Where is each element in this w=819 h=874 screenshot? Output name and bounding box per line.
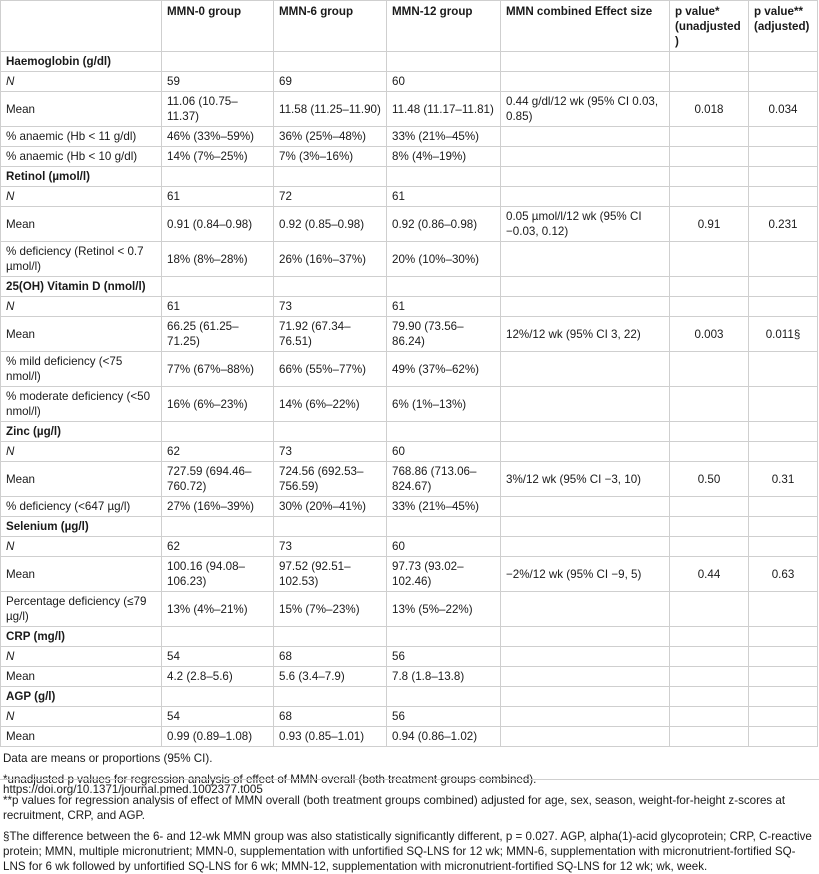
table-cell: 0.92 (0.85–0.98): [274, 207, 387, 242]
table-cell: 54: [162, 647, 274, 667]
empty-cell: [274, 422, 387, 442]
section-header-row: [1, 277, 818, 297]
empty-cell: [749, 517, 818, 537]
table-cell: [670, 647, 749, 667]
table-cell: 14% (7%–25%): [162, 147, 274, 167]
table-cell: [749, 647, 818, 667]
table-cell: [670, 497, 749, 517]
empty-cell: [162, 517, 274, 537]
table-cell: 49% (37%–62%): [387, 352, 501, 387]
table-cell: [501, 72, 670, 92]
table-cell: [670, 442, 749, 462]
empty-cell: [670, 627, 749, 647]
row-label: Mean: [1, 727, 162, 747]
table-cell: 0.231: [749, 207, 818, 242]
row-label: N: [1, 707, 162, 727]
row-label: N: [1, 442, 162, 462]
table-cell: 3%/12 wk (95% CI −3, 10): [501, 462, 670, 497]
header-cell-blank: [1, 1, 162, 52]
data-note: Data are means or proportions (95% CI).: [3, 752, 213, 765]
table-cell: 13% (4%–21%): [162, 592, 274, 627]
table-cell: [670, 667, 749, 687]
empty-cell: [387, 277, 501, 297]
empty-cell: [501, 167, 670, 187]
empty-cell: [387, 687, 501, 707]
table-row: [1, 727, 818, 747]
empty-cell: [387, 517, 501, 537]
header-row: [1, 1, 818, 52]
table-cell: [749, 442, 818, 462]
row-label: % anaemic (Hb < 11 g/dl): [1, 127, 162, 147]
table-cell: 0.91: [670, 207, 749, 242]
table-cell: [670, 242, 749, 277]
table-cell: 0.05 µmol/l/12 wk (95% CI −0.03, 0.12): [501, 207, 670, 242]
empty-cell: [274, 687, 387, 707]
empty-cell: [162, 687, 274, 707]
table-cell: [749, 352, 818, 387]
table-notes: [0, 747, 819, 874]
empty-cell: [670, 52, 749, 72]
section-title: Zinc (µg/l): [1, 422, 162, 442]
table-row: [1, 647, 818, 667]
table-cell: 100.16 (94.08–106.23): [162, 557, 274, 592]
empty-cell: [670, 277, 749, 297]
table-cell: 0.94 (0.86–1.02): [387, 727, 501, 747]
table-cell: 12%/12 wk (95% CI 3, 22): [501, 317, 670, 352]
table-row: [1, 557, 818, 592]
table-cell: [749, 727, 818, 747]
table-cell: 60: [387, 72, 501, 92]
table-cell: 73: [274, 442, 387, 462]
table-cell: [501, 127, 670, 147]
header-mmn6: MMN-6 group: [274, 1, 387, 52]
table-cell: 59: [162, 72, 274, 92]
row-label: Mean: [1, 207, 162, 242]
row-label: N: [1, 72, 162, 92]
table-cell: 0.99 (0.89–1.08): [162, 727, 274, 747]
empty-cell: [749, 627, 818, 647]
table-cell: [749, 147, 818, 167]
table-cell: 30% (20%–41%): [274, 497, 387, 517]
row-label: % mild deficiency (<75 nmol/l): [1, 352, 162, 387]
table-cell: 4.2 (2.8–5.6): [162, 667, 274, 687]
table-row: [1, 387, 818, 422]
table-cell: 8% (4%–19%): [387, 147, 501, 167]
table-cell: 0.018: [670, 92, 749, 127]
table-cell: [501, 592, 670, 627]
empty-cell: [749, 277, 818, 297]
table-cell: [749, 537, 818, 557]
table-cell: 724.56 (692.53–756.59): [274, 462, 387, 497]
section-title: Retinol (µmol/l): [1, 167, 162, 187]
empty-cell: [749, 167, 818, 187]
table-cell: 72: [274, 187, 387, 207]
table-cell: 62: [162, 537, 274, 557]
table-row: [1, 92, 818, 127]
table-cell: [749, 592, 818, 627]
table-row: [1, 707, 818, 727]
table-cell: 0.034: [749, 92, 818, 127]
table-cell: 0.93 (0.85–1.01): [274, 727, 387, 747]
footnote-section: §The difference between the 6- and 12-wk MMN group was also statistically significantly different, p = 0.027. AGP, alpha(1)-acid glycoprotein; CRP, C-reactive protein; MMN, multiple micronutrient; MMN-0, supplementation with unfortified SQ-LNS for 12 wk; MMN-6, supplementation with micronutrient-fortified SQ-LNS for 6 wk followed by unfortified SQ-LNS for 6 wk; MMN-12, supplementation with micronutrient-fortified SQ-LNS for 12 wk; wk, week.: [3, 830, 812, 873]
table-row: [1, 72, 818, 92]
table-cell: 6% (1%–13%): [387, 387, 501, 422]
table-cell: [501, 497, 670, 517]
table-cell: 62: [162, 442, 274, 462]
table-cell: −2%/12 wk (95% CI −9, 5): [501, 557, 670, 592]
section-header-row: [1, 517, 818, 537]
row-label: N: [1, 647, 162, 667]
table-row: [1, 297, 818, 317]
table-row: [1, 592, 818, 627]
table-cell: [670, 187, 749, 207]
row-label: N: [1, 537, 162, 557]
table-cell: [749, 497, 818, 517]
empty-cell: [501, 627, 670, 647]
table-cell: [670, 147, 749, 167]
row-label: Mean: [1, 317, 162, 352]
table-cell: [670, 72, 749, 92]
table-cell: 56: [387, 707, 501, 727]
table-cell: 16% (6%–23%): [162, 387, 274, 422]
table-cell: [670, 352, 749, 387]
section-header-row: [1, 627, 818, 647]
table-cell: 727.59 (694.46–760.72): [162, 462, 274, 497]
table-cell: [501, 537, 670, 557]
table-cell: 56: [387, 647, 501, 667]
empty-cell: [274, 167, 387, 187]
table-cell: 11.58 (11.25–11.90): [274, 92, 387, 127]
empty-cell: [387, 52, 501, 72]
table-row: [1, 462, 818, 497]
table-cell: 0.44 g/dl/12 wk (95% CI 0.03, 0.85): [501, 92, 670, 127]
header-effect-size: MMN combined Effect size: [501, 1, 670, 52]
table-cell: [501, 352, 670, 387]
section-title: CRP (mg/l): [1, 627, 162, 647]
table-body: [1, 52, 818, 747]
empty-cell: [501, 52, 670, 72]
row-label: Mean: [1, 92, 162, 127]
table-cell: 18% (8%–28%): [162, 242, 274, 277]
table-cell: 97.52 (92.51–102.53): [274, 557, 387, 592]
table-cell: [501, 647, 670, 667]
empty-cell: [670, 687, 749, 707]
empty-cell: [387, 167, 501, 187]
row-label: % deficiency (Retinol < 0.7 µmol/l): [1, 242, 162, 277]
table-cell: [501, 187, 670, 207]
table-cell: [670, 592, 749, 627]
table-cell: [749, 127, 818, 147]
empty-cell: [162, 422, 274, 442]
empty-cell: [162, 167, 274, 187]
table-cell: [501, 442, 670, 462]
table-cell: [749, 387, 818, 422]
empty-cell: [162, 52, 274, 72]
table-cell: 0.011§: [749, 317, 818, 352]
table-cell: [501, 387, 670, 422]
table-cell: [501, 707, 670, 727]
section-title: Selenium (µg/l): [1, 517, 162, 537]
row-label: Mean: [1, 462, 162, 497]
table-cell: 33% (21%–45%): [387, 127, 501, 147]
table-row: [1, 207, 818, 242]
table-cell: [749, 242, 818, 277]
table-cell: [501, 667, 670, 687]
table-row: [1, 497, 818, 517]
table-cell: [670, 387, 749, 422]
table-cell: 5.6 (3.4–7.9): [274, 667, 387, 687]
table-cell: [670, 727, 749, 747]
table-cell: [749, 667, 818, 687]
table-cell: [670, 127, 749, 147]
section-title: Haemoglobin (g/dl): [1, 52, 162, 72]
table-cell: 61: [387, 297, 501, 317]
table-cell: 60: [387, 537, 501, 557]
table-cell: 66% (55%–77%): [274, 352, 387, 387]
empty-cell: [670, 167, 749, 187]
table-cell: 61: [162, 297, 274, 317]
table-cell: 68: [274, 707, 387, 727]
empty-cell: [501, 277, 670, 297]
footnote-unadjusted: *unadjusted p values for regression analysis of effect of MMN overall (both treatment groups combined).: [3, 773, 537, 786]
table-cell: 0.91 (0.84–0.98): [162, 207, 274, 242]
empty-cell: [387, 422, 501, 442]
empty-cell: [501, 687, 670, 707]
table-cell: 73: [274, 297, 387, 317]
table-cell: 13% (5%–22%): [387, 592, 501, 627]
table-row: [1, 352, 818, 387]
table-row: [1, 667, 818, 687]
footnote-adjusted: **p values for regression analysis of effect of MMN overall (both treatment groups combined) adjusted for age, sex, season, weight-for-height z-scores at recruitment, CRP, and AGP.: [3, 794, 786, 822]
table-cell: 0.31: [749, 462, 818, 497]
table-row: [1, 317, 818, 352]
header-mmn12: MMN-12 group: [387, 1, 501, 52]
table-cell: 68: [274, 647, 387, 667]
table-cell: 15% (7%–23%): [274, 592, 387, 627]
empty-cell: [749, 422, 818, 442]
row-label: Mean: [1, 667, 162, 687]
table-cell: [749, 297, 818, 317]
table-row: [1, 147, 818, 167]
table-cell: 7.8 (1.8–13.8): [387, 667, 501, 687]
empty-cell: [274, 517, 387, 537]
table-cell: 7% (3%–16%): [274, 147, 387, 167]
row-label: % moderate deficiency (<50 nmol/l): [1, 387, 162, 422]
table-cell: 66.25 (61.25–71.25): [162, 317, 274, 352]
table-cell: 61: [162, 187, 274, 207]
table-cell: [670, 707, 749, 727]
empty-cell: [162, 277, 274, 297]
row-label: % anaemic (Hb < 10 g/dl): [1, 147, 162, 167]
empty-cell: [501, 517, 670, 537]
table-row: [1, 242, 818, 277]
empty-cell: [749, 687, 818, 707]
table-cell: 36% (25%–48%): [274, 127, 387, 147]
header-mmn0: MMN-0 group: [162, 1, 274, 52]
empty-cell: [162, 627, 274, 647]
empty-cell: [387, 627, 501, 647]
table-cell: 27% (16%–39%): [162, 497, 274, 517]
doi-link[interactable]: https://doi.org/10.1371/journal.pmed.1002377.t005: [0, 779, 819, 797]
table-cell: [501, 297, 670, 317]
table-cell: 33% (21%–45%): [387, 497, 501, 517]
table-row: [1, 442, 818, 462]
table-cell: [501, 727, 670, 747]
table-cell: 768.86 (713.06–824.67): [387, 462, 501, 497]
table-cell: 97.73 (93.02–102.46): [387, 557, 501, 592]
section-title: 25(OH) Vitamin D (nmol/l): [1, 277, 162, 297]
table-row: [1, 127, 818, 147]
empty-cell: [274, 627, 387, 647]
header-p-unadjusted: p value* (unadjusted): [670, 1, 749, 52]
section-header-row: [1, 167, 818, 187]
empty-cell: [501, 422, 670, 442]
table-cell: 73: [274, 537, 387, 557]
empty-cell: [274, 52, 387, 72]
table-cell: 20% (10%–30%): [387, 242, 501, 277]
table-cell: [749, 707, 818, 727]
table-cell: [670, 297, 749, 317]
table-cell: [670, 537, 749, 557]
row-label: N: [1, 297, 162, 317]
row-label: N: [1, 187, 162, 207]
table-cell: [501, 147, 670, 167]
empty-cell: [274, 277, 387, 297]
section-header-row: [1, 52, 818, 72]
table-cell: 77% (67%–88%): [162, 352, 274, 387]
empty-cell: [670, 517, 749, 537]
table-cell: 71.92 (67.34–76.51): [274, 317, 387, 352]
table-row: [1, 187, 818, 207]
empty-cell: [670, 422, 749, 442]
table-cell: 0.44: [670, 557, 749, 592]
table-cell: [501, 242, 670, 277]
table-cell: [749, 187, 818, 207]
table-cell: 69: [274, 72, 387, 92]
table-cell: 11.06 (10.75–11.37): [162, 92, 274, 127]
table-cell: 11.48 (11.17–11.81): [387, 92, 501, 127]
empty-cell: [749, 52, 818, 72]
row-label: Percentage deficiency (≤79 µg/l): [1, 592, 162, 627]
table-cell: 54: [162, 707, 274, 727]
table-cell: 79.90 (73.56–86.24): [387, 317, 501, 352]
table-cell: 0.63: [749, 557, 818, 592]
row-label: % deficiency (<647 µg/l): [1, 497, 162, 517]
table-cell: 14% (6%–22%): [274, 387, 387, 422]
section-title: AGP (g/l): [1, 687, 162, 707]
table-cell: 61: [387, 187, 501, 207]
header-p-adjusted: p value** (adjusted): [749, 1, 818, 52]
table-cell: [749, 72, 818, 92]
section-header-row: [1, 422, 818, 442]
table-cell: 0.003: [670, 317, 749, 352]
section-header-row: [1, 687, 818, 707]
table-cell: 26% (16%–37%): [274, 242, 387, 277]
row-label: Mean: [1, 557, 162, 592]
table-cell: 0.92 (0.86–0.98): [387, 207, 501, 242]
table-cell: 46% (33%–59%): [162, 127, 274, 147]
table-cell: 60: [387, 442, 501, 462]
table-cell: 0.50: [670, 462, 749, 497]
table-row: [1, 537, 818, 557]
